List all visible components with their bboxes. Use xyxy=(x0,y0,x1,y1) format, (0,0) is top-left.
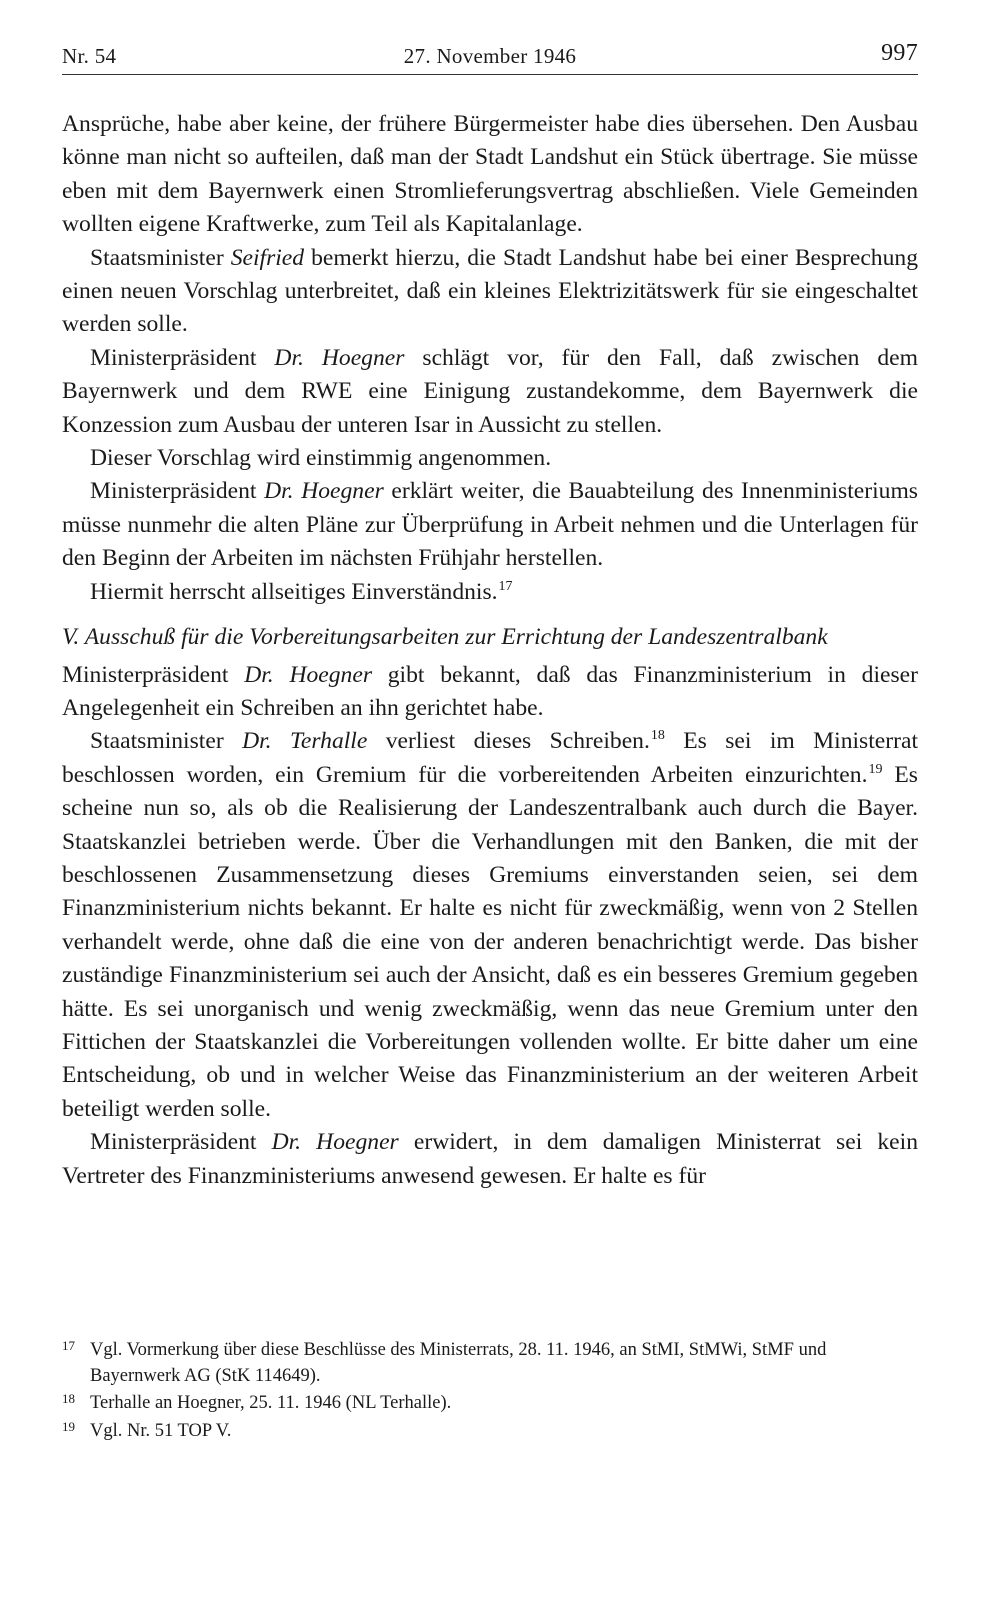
header-date: 27. November 1946 xyxy=(403,44,577,68)
footnote-number: 18 xyxy=(62,1391,75,1406)
speaker-name: Dr. Terhalle xyxy=(242,728,368,755)
paragraph-text: bemerkt hierzu, die Stadt Landshut habe bei einer Besprechung einen neuen Vorschlag unterbreitet, daß ein kleines Elektrizitätswerk für sie eingeschaltet werden solle. xyxy=(62,244,918,338)
footnote-text: Vgl. Nr. 51 TOP V. xyxy=(90,1420,232,1441)
paragraph-text: Es sei im Ministerrat beschlossen worden, ein Gremium für die vorbereitenden Arbeiten einzurichten. xyxy=(62,728,918,788)
page-number: 997 xyxy=(881,40,918,66)
paragraph-text: Ansprüche, habe aber keine, der frühere Bürgermeister habe dies übersehen. Den Ausbau könne man nicht so aufteilen, daß man der Stadt Landshut ein Stück übertrage. Sie müsse eben mit dem Bayernwerk einen Stromlieferungsvertrag abschließen. Viele Gemeinden wollten eigene Kraftwerke, zum Teil als Kapitalanlage. xyxy=(62,111,918,238)
footnote-text: Terhalle an Hoegner, 25. 11. 1946 (NL Terhalle). xyxy=(90,1393,452,1413)
speaker-name: Dr. Hoegner xyxy=(274,344,405,371)
paragraph-4 xyxy=(62,442,918,475)
footnote-reference[interactable]: 18 xyxy=(650,728,665,744)
speaker-title: Staatsminister xyxy=(90,728,243,755)
section-heading: V. Ausschuß für die Vorbereitungsarbeiten zur Errichtung der Landeszentralbank xyxy=(62,624,828,651)
paragraph-text: Hiermit herrscht allseitiges Einverständnis. xyxy=(90,578,498,605)
paragraph-9 xyxy=(62,1126,918,1193)
speaker-title: Staatsminister xyxy=(90,244,231,271)
footnote-reference[interactable]: 19 xyxy=(868,761,883,777)
footnote xyxy=(62,1338,918,1389)
body-text xyxy=(62,108,918,1193)
paragraph-1 xyxy=(62,108,918,242)
footnote-reference[interactable]: 17 xyxy=(498,578,513,594)
paragraph-5 xyxy=(62,475,918,575)
footnote-number: 19 xyxy=(62,1418,75,1434)
paragraph-3 xyxy=(62,342,918,442)
speaker-name: Dr. Hoegner xyxy=(244,661,372,688)
speaker-name: Dr. Hoegner xyxy=(271,1129,399,1156)
paragraph-text: Dieser Vorschlag wird einstimmig angenommen. xyxy=(90,445,552,472)
speaker-title: Ministerpräsident xyxy=(90,344,275,371)
paragraph-6 xyxy=(62,576,918,609)
footnote-text: Vgl. Vormerkung über diese Beschlüsse des Ministerrats, 28. 11. 1946, an StMI, StMWi, StMF und Bayernwerk AG (StK 114649). xyxy=(90,1340,827,1386)
paragraph-7 xyxy=(62,659,918,726)
paragraph-text: erwidert, in dem damaligen Ministerrat sei kein Vertreter des Finanzministeriums anwesend gewesen. Er halte es für xyxy=(62,1129,918,1189)
paragraph-text: schlägt vor, für den Fall, daß zwischen dem Bayernwerk und dem RWE eine Einigung zustandekomme, dem Bayernwerk die Konzession zum Ausbau der unteren Isar in Aussicht zu stellen. xyxy=(62,344,918,438)
speaker-title: Ministerpräsident xyxy=(90,478,265,505)
footnote-number: 17 xyxy=(62,1338,75,1353)
paragraph-8 xyxy=(62,725,918,1126)
running-header xyxy=(62,40,918,74)
speaker-name: Seifried xyxy=(230,244,305,271)
document-number: Nr. 54 xyxy=(62,44,117,68)
paragraph-text: verliest dieses Schreiben. xyxy=(367,728,650,755)
footnote xyxy=(62,1419,918,1445)
paragraph-text: gibt bekannt, daß das Finanzministerium in dieser Angelegenheit ein Schreiben an ihn gerichtet habe. xyxy=(62,661,918,721)
footnote xyxy=(62,1391,918,1417)
header-rule xyxy=(62,74,918,75)
footnotes xyxy=(62,1338,918,1446)
speaker-title: Ministerpräsident xyxy=(62,661,245,688)
paragraph-text: erklärt weiter, die Bauabteilung des Innenministeriums müsse nunmehr die alten Pläne zur Überprüfung in Arbeit nehmen und die Unterlagen für den Beginn der Arbeiten im nächsten Frühjahr herstellen. xyxy=(62,478,918,572)
speaker-title: Ministerpräsident xyxy=(90,1129,272,1156)
paragraph-2 xyxy=(62,242,918,342)
speaker-name: Dr. Hoegner xyxy=(264,478,384,505)
paragraph-text: Es scheine nun so, als ob die Realisierung der Landeszentralbank auch durch die Bayer. Staatskanzlei betrieben werde. Über die Verhandlungen mit den Banken, die mit der beschlossenen Zusammensetzung dieses Gremiums einverstanden seien, sei dem Finanzministerium nichts bekannt. Er halte es nicht für zweckmäßig, wenn von 2 Stellen verhandelt werde, ohne daß die eine von der anderen benachrichtigt werde. Das bisher zuständige Finanzministerium sei auch der Ansicht, daß es ein besseres Gremium gegeben hätte. Es sei unorganisch und wenig zweckmäßig, wenn das neue Gremium unter den Fittichen der Staatskanzlei die Vorbereitungen vollenden wollte. Er bitte daher um eine Entscheidung, ob und in welcher Weise das Finanzministerium an der weiteren Arbeit beteiligt werden solle. xyxy=(62,761,918,1122)
